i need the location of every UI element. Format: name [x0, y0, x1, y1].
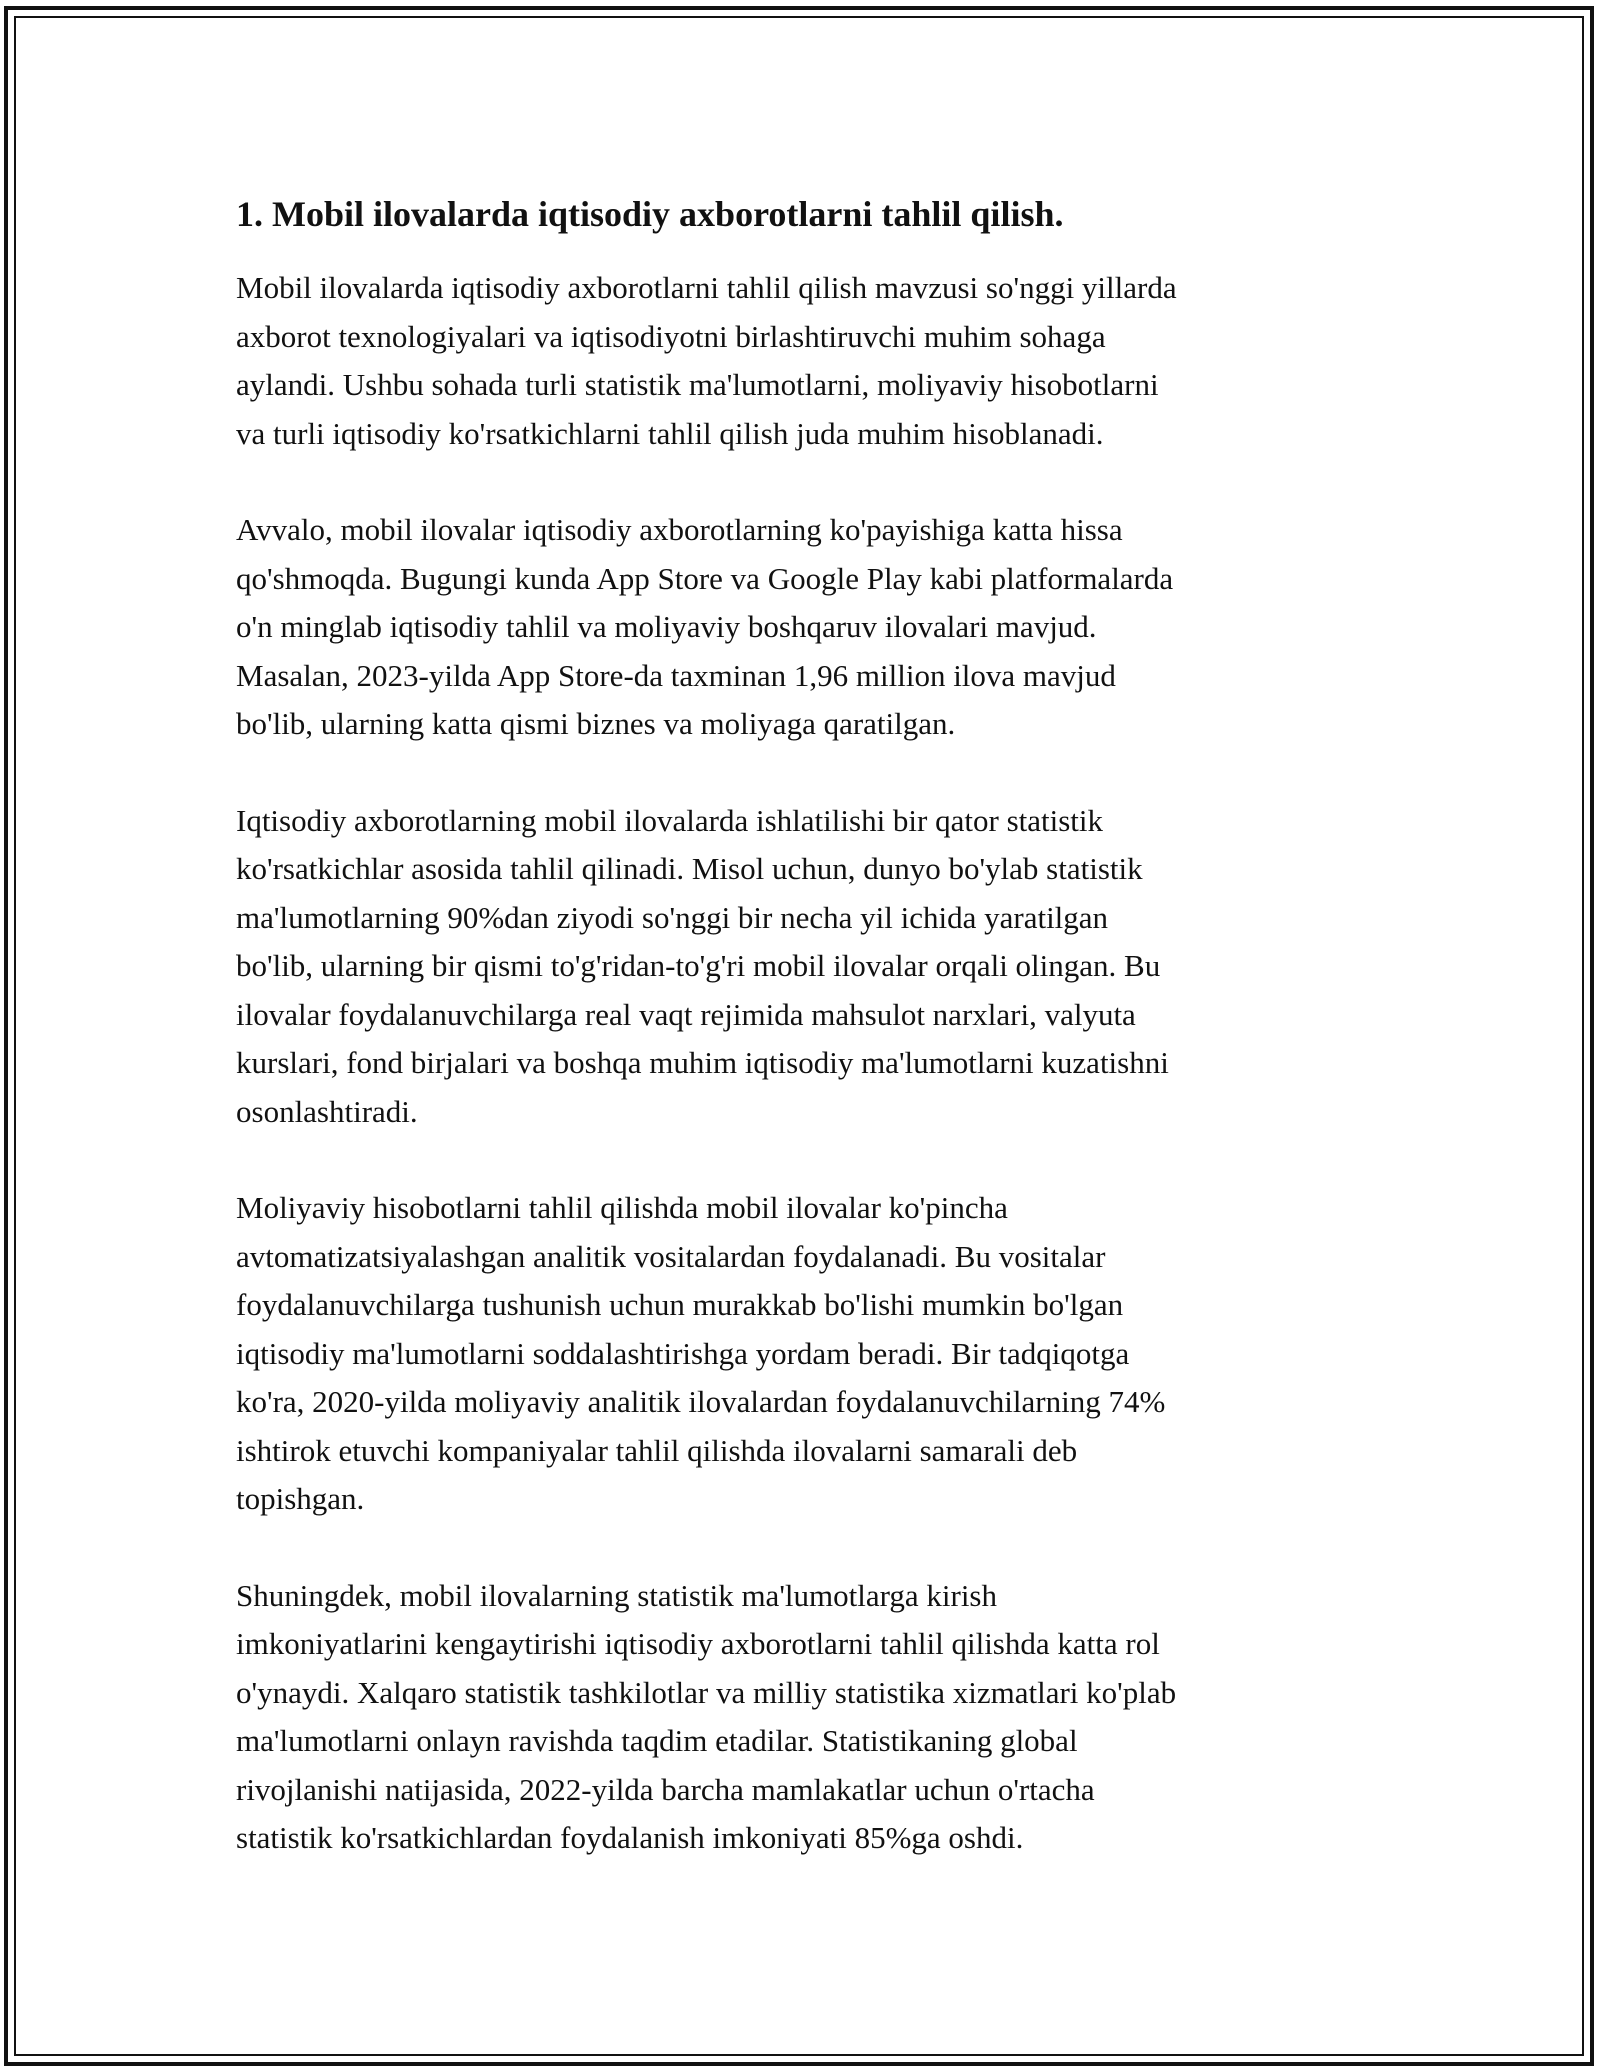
paragraph-5: Shuningdek, mobil ilovalarning statistik ma'lumotlarga kirish imkoniyatlarini kengaytirishi iqtisodiy axborotlarni tahlil qilishda katta rol o'ynaydi. Xalqaro statistik tashkilotlar va milliy statistika xizmatlari ko'plab ma'lumotlarni onlayn ravishda taqdim etadilar. Statistikaning global rivojlanishi natijasida, 2022-yilda barcha mamlakatlar uchun o'rtacha statistik ko'rsatkichlardan foydalanish imkoniyati 85%ga oshdi.: [236, 1577, 1177, 1855]
paragraph-3: Iqtisodiy axborotlarning mobil ilovalarda ishlatilishi bir qator statistik ko'rsatkichlar asosida tahlil qilinadi. Misol uchun, dunyo bo'ylab statistik ma'lumotlarning 90%dan ziyodi so'nggi bir necha yil ichida yaratilgan bo'lib, ularning bir qismi to'g'ridan-to'g'ri mobil ilovalar orqali olingan. Bu ilovalar foydalanuvchilarga real vaqt rejimida mahsulot narxlari, valyuta kurslari, fond birjalari va boshqa muhim iqtisodiy ma'lumotlarni kuzatishni osonlashtiradi.: [236, 802, 1169, 1129]
paragraph-1: Mobil ilovalarda iqtisodiy axborotlarni tahlil qilish mavzusi so'nggi yillarda axborot texnologiyalari va iqtisodiyotni birlashtiruvchi muhim sohaga aylandi. Ushbu sohada turli statistik ma'lumotlarni, moliyaviy hisobotlarni va turli iqtisodiy ko'rsatkichlarni tahlil qilish juda muhim hisoblanadi.: [236, 270, 1177, 451]
paragraph-4: Moliyaviy hisobotlarni tahlil qilishda mobil ilovalar ko'pincha avtomatizatsiyalashgan analitik vositalardan foydalanadi. Bu vositalar foydalanuvchilarga tushunish uchun murakkab bo'lishi mumkin bo'lgan iqtisodiy ma'lumotlarni soddalashtirishga yordam beradi. Bir tadqiqotga ko'ra, 2020-yilda moliyaviy analitik ilovalardan foydalanuvchilarning 74% ishtirok etuvchi kompaniyalar tahlil qilishda ilovalarni samarali deb topishgan.: [236, 1190, 1166, 1516]
document-body: [236, 190, 1366, 1911]
section-heading: 1. Mobil ilovalarda iqtisodiy axborotlarni tahlil qilish.: [236, 194, 1064, 234]
paragraph-2: Avvalo, mobil ilovalar iqtisodiy axborotlarning ko'payishiga katta hissa qo'shmoqda. Bugungi kunda App Store va Google Play kabi platformalarda o'n minglab iqtisodiy tahlil va moliyaviy boshqaruv ilovalari mavjud. Masalan, 2023-yilda App Store-da taxminan 1,96 million ilova mavjud bo'lib, ularning katta qismi biznes va moliyaga qaratilgan.: [236, 512, 1174, 741]
